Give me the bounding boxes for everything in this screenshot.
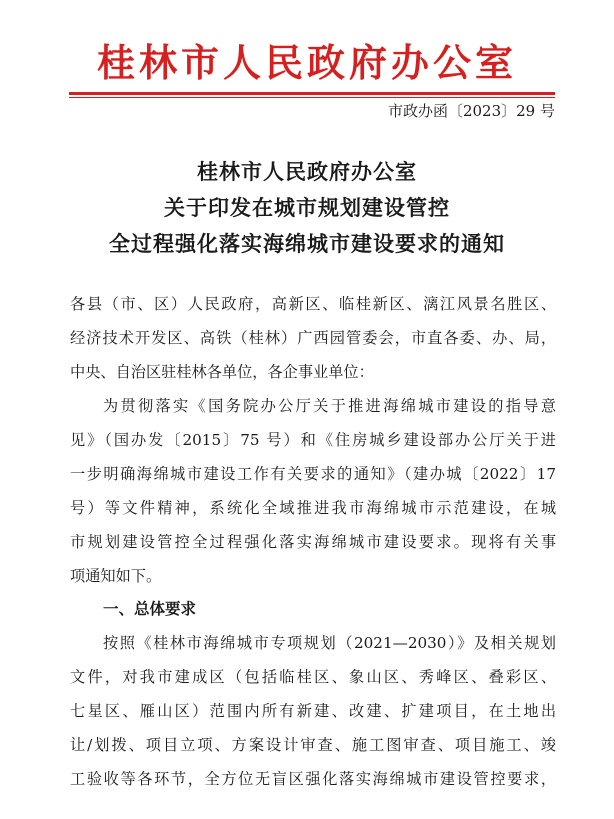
intro-line-5: 市规划建设管控全过程强化落实海绵城市建设要求。现将有关事 <box>70 533 556 551</box>
intro-line-3: 一步明确海绵城市建设工作有关要求的通知》（建办城〔2022〕17 <box>70 465 556 483</box>
section1-line-5: 工验收等各环节，全方位无盲区强化落实海绵城市建设管控要求， <box>70 770 556 788</box>
notice-title-line-3: 全过程强化落实海绵城市建设要求的通知 <box>109 231 505 256</box>
issuer-header: 桂林市人民政府办公室 <box>96 41 517 85</box>
addressee-line-3: 中央、自治区驻桂林各单位，各企事业单位： <box>70 363 374 381</box>
addressee-line-2: 经济技术开发区、高铁（桂林）广西园管委会，市直各委、办、局， <box>70 329 556 347</box>
red-rule-thin <box>69 97 555 98</box>
section1-line-4: 让/划拨、项目立项、方案设计审查、施工图审查、项目施工、竣 <box>70 736 556 754</box>
notice-title-line-2: 关于印发在城市规划建设管控 <box>164 195 450 220</box>
notice-title-line-1: 桂林市人民政府办公室 <box>197 159 417 184</box>
intro-line-6: 项通知如下。 <box>70 567 162 585</box>
section1-line-1: 按照《桂林市海绵城市专项规划（2021—2030）》及相关规划 <box>103 634 556 652</box>
intro-line-4: 号）等文件精神，系统化全域推进我市海绵城市示范建设，在城 <box>70 499 556 517</box>
intro-line-2: 见》（国办发〔2015〕75 号）和《住房城乡建设部办公厅关于进 <box>70 431 556 449</box>
section1-line-3: 七星区、雁山区）范围内所有新建、改建、扩建项目，在土地出 <box>70 702 556 720</box>
red-rule-thick <box>69 92 555 95</box>
intro-line-1: 为贯彻落实《国务院办公厅关于推进海绵城市建设的指导意 <box>103 397 556 415</box>
addressee-line-1: 各县（市、区）人民政府，高新区、临桂新区、漓江风景名胜区、 <box>70 295 556 313</box>
document-number: 市政办函〔2023〕29 号 <box>387 102 555 120</box>
section-heading-general-requirements: 一、总体要求 <box>103 600 197 618</box>
section1-line-2: 文件，对我市建成区（包括临桂区、象山区、秀峰区、叠彩区、 <box>70 668 556 686</box>
